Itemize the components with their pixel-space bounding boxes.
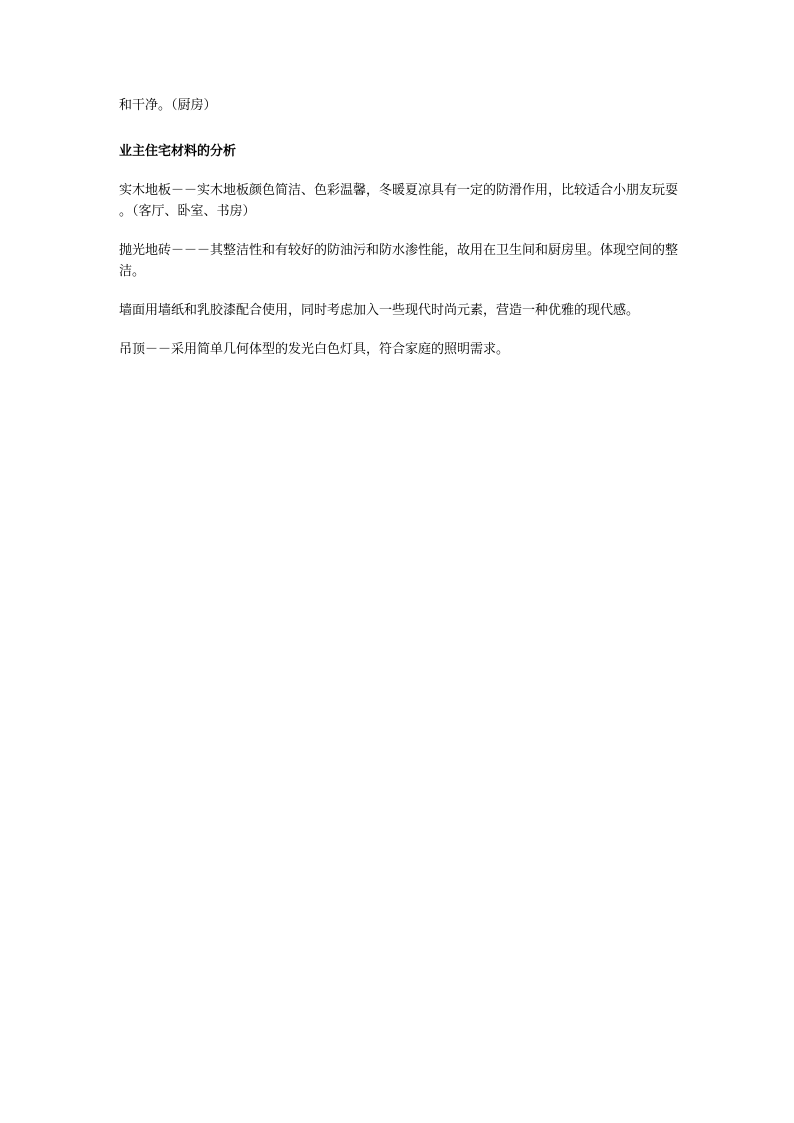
paragraph-wall-finish: 墙面用墙纸和乳胶漆配合使用，同时考虑加入一些现代时尚元素，营造一种优雅的现代感。 bbox=[119, 303, 640, 318]
paragraph-ceiling: 吊顶－－采用简单几何体型的发光白色灯具，符合家庭的照明需求。 bbox=[119, 342, 510, 357]
document-body bbox=[119, 95, 679, 360]
continued-line: 和干净。（厨房） bbox=[119, 98, 217, 113]
section-heading: 业主住宅材料的分析 bbox=[119, 144, 237, 159]
paragraph-polished-tile: 抛光地砖－－－其整洁性和有较好的防油污和防水渗性能，故用在卫生间和厨房里。体现空间的整洁。 bbox=[119, 243, 679, 279]
paragraph-wood-floor: 实木地板－－实木地板颜色简洁、色彩温馨，冬暖夏凉具有一定的防滑作用，比较适合小朋友玩耍 。（客厅、卧室、书房） bbox=[119, 183, 679, 219]
